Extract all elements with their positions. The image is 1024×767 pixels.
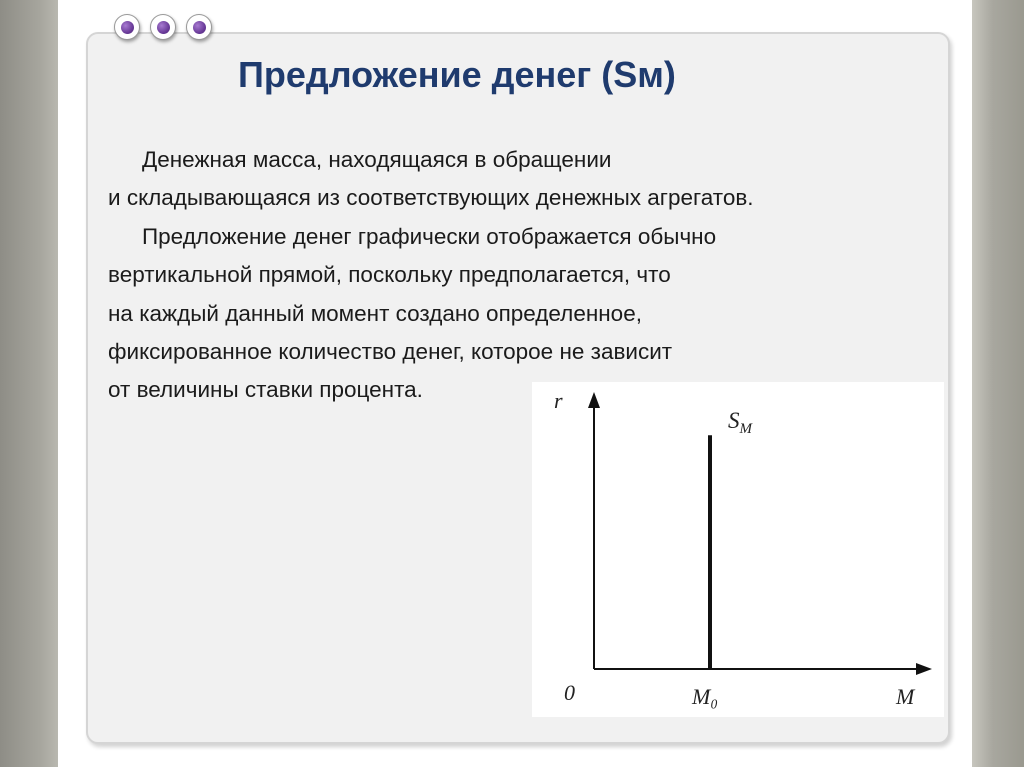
dot-icon <box>150 14 176 40</box>
dot-icon <box>186 14 212 40</box>
text-line: на каждый данный момент создано определенное, <box>108 300 642 326</box>
y-axis-arrow-icon <box>588 392 600 408</box>
text-line: фиксированное количество денег, которое не зависит <box>108 339 673 365</box>
body-text <box>108 141 928 410</box>
text-line: от величины ставки процента. <box>108 377 423 403</box>
text-line: и складывающаяся из соответствующих денежных агрегатов. <box>108 185 754 211</box>
right-background-edge <box>972 0 1024 767</box>
x-tick-label: M₀ <box>692 684 718 709</box>
dot-icon <box>114 14 140 40</box>
text-line: Предложение денег графически отображается обычно <box>142 223 717 249</box>
y-axis-label: r <box>554 388 563 413</box>
decorative-dots <box>114 14 212 40</box>
chart-svg <box>532 382 944 717</box>
text-line: Денежная масса, находящаяся в обращении <box>142 147 612 172</box>
text-line: вертикальной прямой, поскольку предполагается, что <box>108 262 671 288</box>
series-label-sub: M <box>739 421 752 437</box>
money-supply-chart <box>532 382 944 717</box>
x-axis-arrow-icon <box>916 663 932 675</box>
series-label <box>728 408 754 437</box>
slide-title: Предложение денег (Sм) <box>238 54 676 95</box>
left-background-edge <box>0 0 58 767</box>
origin-label: 0 <box>564 680 575 705</box>
series-label-main: S <box>728 408 740 433</box>
x-axis-label: M <box>896 684 915 709</box>
